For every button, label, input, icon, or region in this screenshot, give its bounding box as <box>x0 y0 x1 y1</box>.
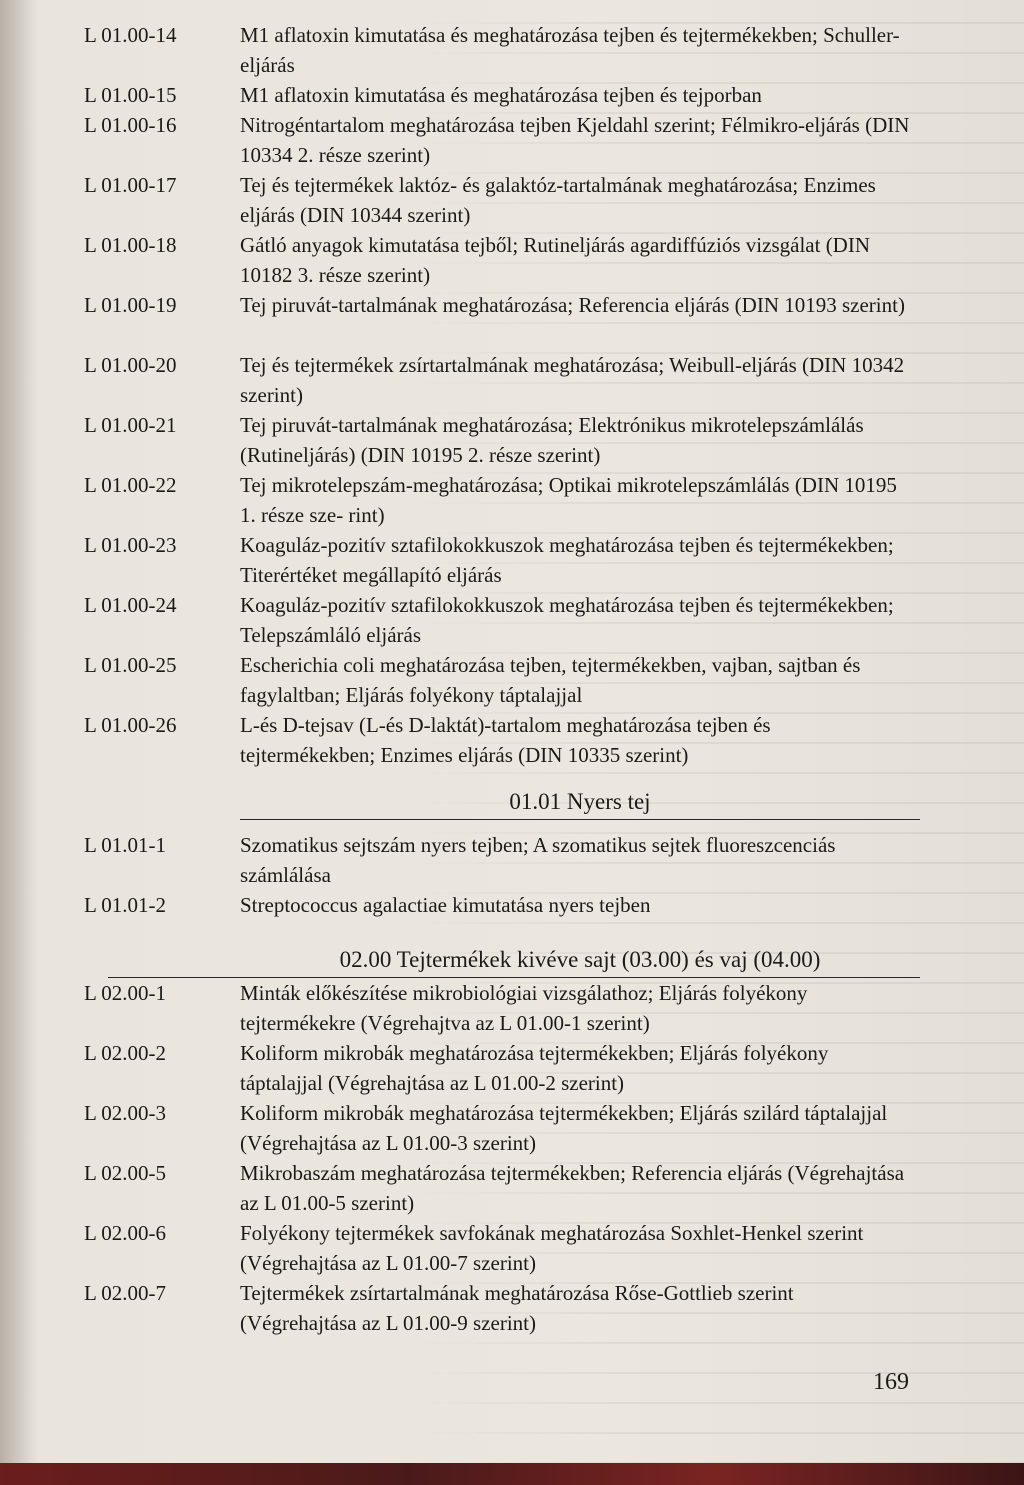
entry-description: Tej és tejtermékek laktóz- és galaktóz-tartalmának meghatározása; Enzimes eljárás (DIN 10344 szerint) <box>240 173 876 227</box>
entry-code: L 01.00-23 <box>84 533 177 557</box>
entry-description: Tej és tejtermékek zsírtartalmának meghatározása; Weibull-eljárás (DIN 10342 szerint) <box>240 353 905 407</box>
entry-code: L 01.00-24 <box>84 593 177 617</box>
entry <box>84 170 920 230</box>
entry-description: M1 aflatoxin kimutatása és meghatározása tejben és tejtermékekben; Schuller-eljárás <box>240 23 900 77</box>
entry-code: L 01.00-22 <box>84 473 177 497</box>
entry-description: Koliform mikrobák meghatározása tejtermékekben; Eljárás szilárd táptalajjal (Végrehajtása az L 01.00-3 szerint) <box>240 1101 888 1155</box>
entry <box>84 110 920 170</box>
entry <box>84 530 920 590</box>
binding-shadow <box>0 0 40 1485</box>
entry <box>84 1218 920 1278</box>
entry-code: L 01.00-25 <box>84 653 177 677</box>
entry-description: Tej piruvát-tartalmának meghatározása; Elektrónikus mikrotelepszámlálás (Rutineljárás) (DIN 10195 2. része szerint) <box>240 413 864 467</box>
entry <box>84 230 920 290</box>
entry <box>84 650 920 710</box>
entry-description: Tej piruvát-tartalmának meghatározása; Referencia eljárás (DIN 10193 szerint) <box>240 293 905 317</box>
entry-code: L 01.00-16 <box>84 113 177 137</box>
entry-description: M1 aflatoxin kimutatása és meghatározása tejben és tejporban <box>240 83 762 107</box>
entry-code: L 02.00-2 <box>84 1041 167 1065</box>
entry <box>84 20 920 80</box>
entry <box>84 80 920 110</box>
entry-code: L 02.00-5 <box>84 1161 167 1185</box>
entry-code: L 01.00-19 <box>84 293 177 317</box>
entry-description: Koliform mikrobák meghatározása tejtermékekben; Eljárás folyékony táptalajjal (Végrehajtása az L 01.00-2 szerint) <box>240 1041 829 1095</box>
entry <box>84 350 920 410</box>
entry <box>84 1158 920 1218</box>
entry <box>84 470 920 530</box>
entry-description: Tejtermékek zsírtartalmának meghatározása Rőse-Gottlieb szerint (Végrehajtása az L 01.00-9 szerint) <box>240 1281 794 1335</box>
entry-description: Folyékony tejtermékek savfokának meghatározása Soxhlet-Henkel szerint (Végrehajtása az L 01.00-7 szerint) <box>240 1221 864 1275</box>
entry-code: L 01.00-15 <box>84 83 177 107</box>
entry-code: L 01.00-21 <box>84 413 177 437</box>
entry-description: Koaguláz-pozitív sztafilokokkuszok meghatározása tejben és tejtermékekben; Telepszámláló eljárás <box>240 593 894 647</box>
section-heading <box>108 920 920 978</box>
entry <box>84 1278 920 1338</box>
entry <box>84 1098 920 1158</box>
entry-code: L 02.00-1 <box>84 981 167 1005</box>
entry-description: Szomatikus sejtszám nyers tejben; A szomatikus sejtek fluoreszcenciás számlálása <box>240 833 836 887</box>
entry <box>84 1038 920 1098</box>
section-heading <box>240 770 920 820</box>
entry-description: Tej mikrotelepszám-meghatározása; Optikai mikrotelepszámlálás (DIN 10195 1. része sze- rint) <box>240 473 897 527</box>
section-rule <box>240 819 920 820</box>
section-rule <box>108 977 920 978</box>
entry-code: L 01.00-17 <box>84 173 177 197</box>
book-cover-edge <box>0 1463 1024 1485</box>
entry <box>84 410 920 470</box>
entry-code: L 02.00-7 <box>84 1281 167 1305</box>
entry-description: Minták előkészítése mikrobiológiai vizsgálathoz; Eljárás folyékony tejtermékekre (Végrehajtva az L 01.00-1 szerint) <box>240 981 808 1035</box>
entry-code: L 02.00-6 <box>84 1221 167 1245</box>
section-title: 02.00 Tejtermékek kivéve sajt (03.00) és vaj (04.00) <box>339 947 821 972</box>
entry-code: L 01.01-2 <box>84 893 167 917</box>
entry <box>84 710 920 770</box>
entry-description: L-és D-tejsav (L-és D-laktát)-tartalom meghatározása tejben és tejtermékekben; Enzimes eljárás (DIN 10335 szerint) <box>240 713 771 767</box>
entry-code: L 01.00-26 <box>84 713 177 737</box>
entry <box>84 978 920 1038</box>
entry-code: L 01.00-20 <box>84 353 177 377</box>
entry-description: Nitrogéntartalom meghatározása tejben Kjeldahl szerint; Félmikro-eljárás (DIN 10334 2. része szerint) <box>240 113 910 167</box>
entry <box>84 890 920 920</box>
entry-code: L 01.01-1 <box>84 833 167 857</box>
entry-code: L 01.00-14 <box>84 23 177 47</box>
entry-list <box>84 20 920 1338</box>
entry-description: Koaguláz-pozitív sztafilokokkuszok meghatározása tejben és tejtermékekben; Titerértéket megállapító eljárás <box>240 533 894 587</box>
entry-description: Mikrobaszám meghatározása tejtermékekben; Referencia eljárás (Végrehajtása az L 01.00-5 szerint) <box>240 1161 905 1215</box>
section-title: 01.01 Nyers tej <box>509 789 651 814</box>
entry <box>84 830 920 890</box>
page-number: 169 <box>873 1369 909 1395</box>
entry-description: Gátló anyagok kimutatása tejből; Rutineljárás agardiffúziós vizsgálat (DIN 10182 3. része szerint) <box>240 233 871 287</box>
entry-code: L 01.00-18 <box>84 233 177 257</box>
entry-description: Escherichia coli meghatározása tejben, tejtermékekben, vajban, sajtban és fagylaltban; Eljárás folyékony táptalajjal <box>240 653 861 707</box>
entry <box>84 290 920 350</box>
entry <box>84 590 920 650</box>
entry-code: L 02.00-3 <box>84 1101 167 1125</box>
entry-description: Streptococcus agalactiae kimutatása nyers tejben <box>240 893 651 917</box>
